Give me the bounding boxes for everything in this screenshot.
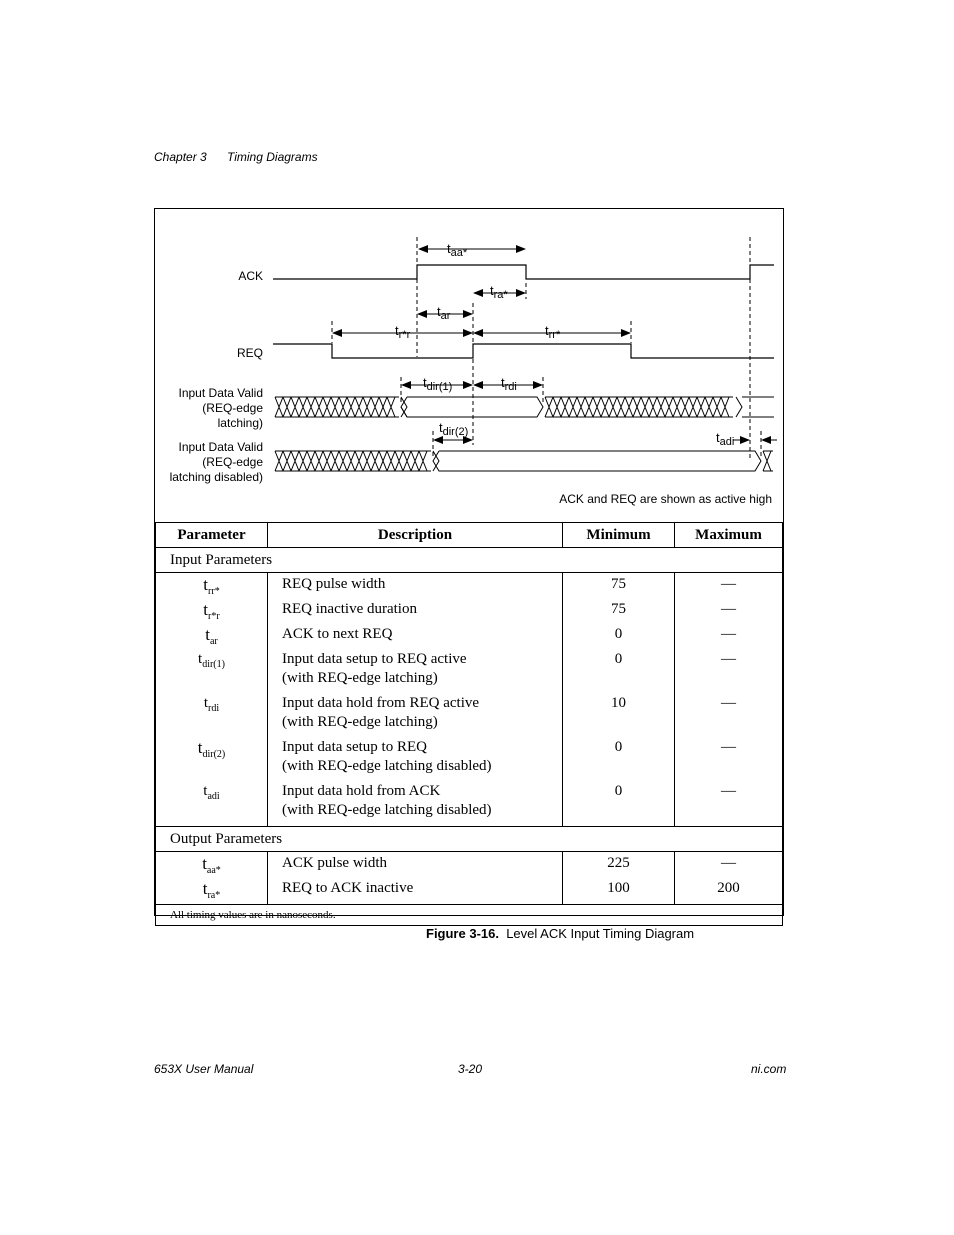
header-maximum: Maximum xyxy=(675,523,783,548)
footer-site: ni.com xyxy=(751,1062,787,1076)
output-descriptions: ACK pulse width REQ to ACK inactive xyxy=(268,852,563,905)
input-maximums: — — — — — — — xyxy=(675,573,783,827)
caption-text: Level ACK Input Timing Diagram xyxy=(506,926,695,941)
input-symbols: $t_{rr*}$ $t_{r*r}$ $t_{ar}$ $t_{dir(1)}$ $t_{rdi}$ $t_{dir(2)}$ $t_{adi}$ xyxy=(156,573,268,827)
reference-lines xyxy=(332,237,761,459)
output-maximums: — 200 xyxy=(675,852,783,905)
input-rows xyxy=(156,573,783,827)
data-latch-label-2: (REQ-edge xyxy=(202,401,263,415)
header-chapter: Chapter 3 xyxy=(154,150,207,164)
data-latch-waveform xyxy=(275,397,774,417)
data-nolatch-label-2: (REQ-edge xyxy=(202,455,263,469)
footnote-row xyxy=(156,905,783,926)
req-waveform xyxy=(273,344,774,358)
data-nolatch-label-3: latching disabled) xyxy=(169,470,263,484)
output-minimums: 225 100 xyxy=(563,852,675,905)
header-section: Timing Diagrams xyxy=(227,150,318,164)
input-section-label: Input Parameters xyxy=(156,548,783,573)
input-minimums: 75 75 0 0 10 0 0 xyxy=(563,573,675,827)
trr-left-label: tr*r xyxy=(395,323,411,341)
taa-label: taa* xyxy=(447,241,468,259)
trr-right-label: trr* xyxy=(545,323,561,341)
data-nolatch-waveform xyxy=(275,451,773,471)
tra-label: tra* xyxy=(490,283,508,301)
tdir1-label: tdir(1) xyxy=(423,375,453,393)
caption-label: Figure 3-16. xyxy=(426,926,499,941)
req-label: REQ xyxy=(236,346,263,360)
input-descriptions: REQ pulse width REQ inactive duration ACK to next REQ Input data setup to REQ active (with REQ-edge latching) Input data hold from REQ active (with REQ-edge latching) Input data setup to REQ (with REQ-edge latching disabled) Input data hold from ACK (with REQ-edge latching disabled) xyxy=(268,573,563,827)
trdi-label: trdi xyxy=(501,375,517,393)
figure-caption xyxy=(426,926,694,941)
invalid-data-hatch xyxy=(275,451,431,471)
output-rows xyxy=(156,852,783,905)
active-high-note: ACK and REQ are shown as active high xyxy=(559,492,772,506)
footnote: All timing values are in nanoseconds. xyxy=(156,905,783,926)
footer-manual: 653X User Manual xyxy=(154,1062,254,1076)
header-parameter: Parameter xyxy=(156,523,268,548)
tdir2-label: tdir(2) xyxy=(439,420,469,438)
output-section-row xyxy=(156,827,783,852)
timing-diagram xyxy=(155,209,785,521)
tar-label: tar xyxy=(437,304,451,322)
figure-box xyxy=(154,208,784,921)
tadi-label: tadi xyxy=(716,430,735,448)
ack-waveform xyxy=(273,265,774,279)
footer-page: 3-20 xyxy=(458,1062,483,1076)
header-description: Description xyxy=(268,523,563,548)
header-minimum: Minimum xyxy=(563,523,675,548)
data-latch-label-1: Input Data Valid xyxy=(178,386,263,400)
data-latch-label-3: latching) xyxy=(217,416,263,430)
parameter-table xyxy=(155,522,783,926)
input-section-row xyxy=(156,548,783,573)
invalid-data-hatch xyxy=(275,397,399,417)
invalid-data-hatch xyxy=(763,451,773,471)
output-section-label: Output Parameters xyxy=(156,827,783,852)
table-header-row xyxy=(156,523,783,548)
invalid-data-hatch xyxy=(545,397,733,417)
data-nolatch-label-1: Input Data Valid xyxy=(178,440,263,454)
ack-label: ACK xyxy=(238,269,263,283)
output-symbols: $t_{aa*}$ $t_{ra*}$ xyxy=(156,852,268,905)
